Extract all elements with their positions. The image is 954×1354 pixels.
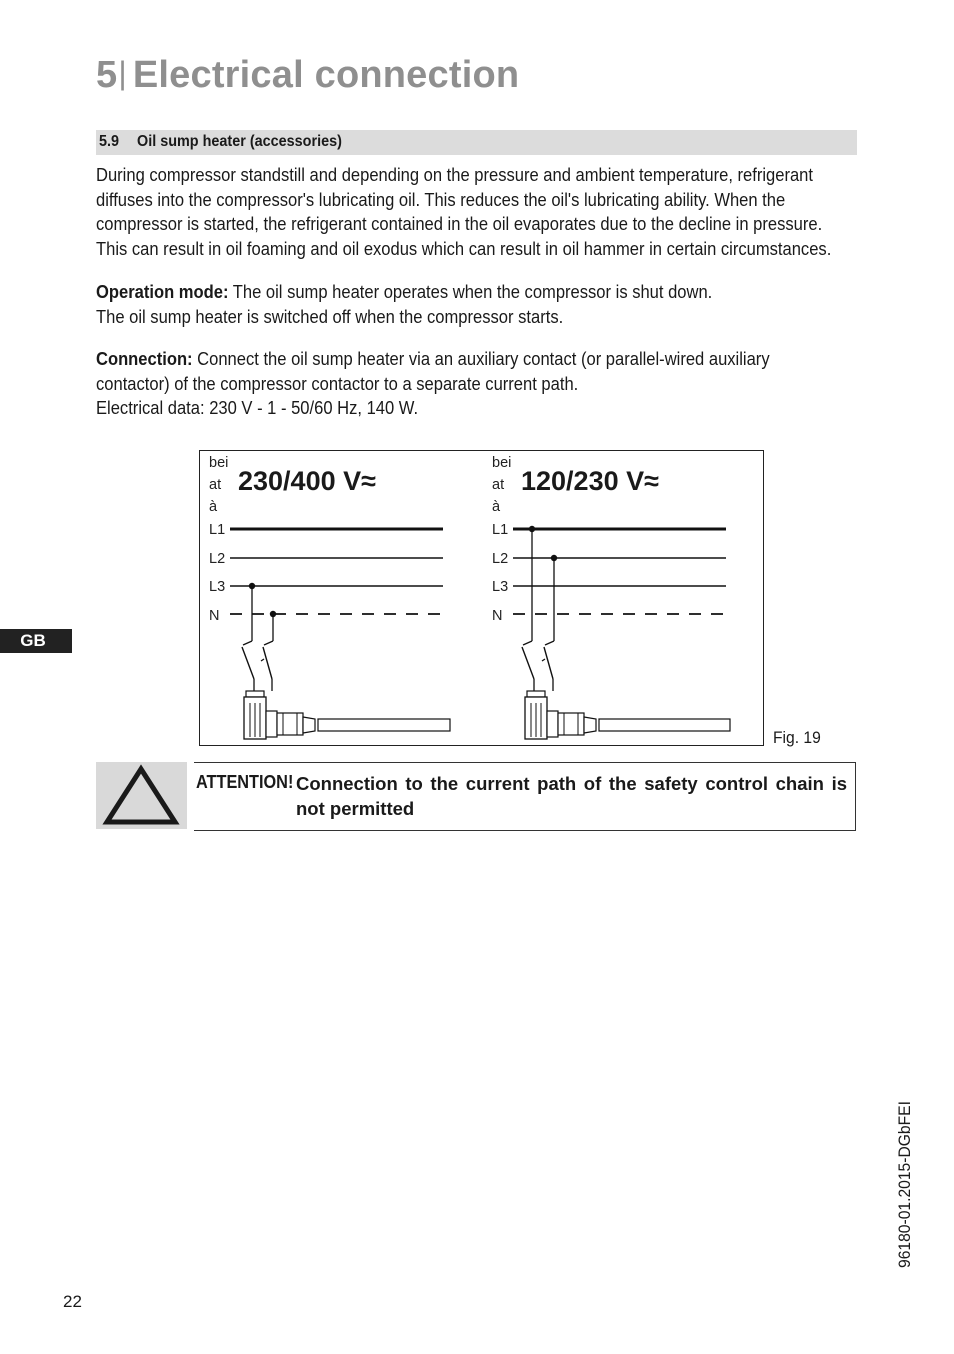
intro-line: diffuses into the compressor's lubricating oil. This reduces the oil's lubricating ability. When the — [96, 188, 786, 210]
wiring-diagram — [199, 450, 764, 746]
left-prefix-1: bei — [209, 455, 229, 471]
right-line-N-label: N — [492, 608, 503, 624]
left-prefix-2: at — [209, 477, 222, 493]
chapter-separator: | — [118, 55, 127, 91]
operation-text-2: The oil sump heater is switched off when the compressor starts. — [96, 305, 564, 327]
warning-triangle-icon — [96, 762, 187, 829]
language-tab-label: GB — [20, 631, 46, 650]
right-prefix-2: at — [492, 477, 505, 493]
chapter-number: 5 — [96, 54, 118, 96]
right-line-L2-label: L2 — [492, 551, 509, 567]
page-number: 22 — [63, 1292, 82, 1311]
left-voltage: 230/400 V≈ — [238, 466, 376, 496]
left-prefix-3: à — [209, 499, 218, 515]
intro-line: This can result in oil foaming and oil exodus which can result in oil hammer in certain circumstances. — [96, 237, 832, 259]
right-prefix-3: à — [492, 499, 501, 515]
left-line-L2-label: L2 — [209, 551, 226, 567]
right-line-L3-label: L3 — [492, 579, 509, 595]
section-heading — [96, 130, 857, 155]
right-prefix-1: bei — [492, 455, 512, 471]
warning-icon-box — [96, 762, 187, 829]
intro-paragraph — [96, 163, 857, 261]
left-line-L1-label: L1 — [209, 522, 226, 538]
connection-text: Connect the oil sump heater via an auxiliary contact (or parallel-wired auxiliary — [192, 348, 770, 369]
connection-label: Connection: — [96, 348, 193, 369]
connection-paragraph — [96, 347, 857, 421]
operation-paragraph — [96, 280, 857, 329]
chapter-title — [96, 54, 519, 97]
section-title: Oil sump heater (accessories) — [137, 133, 342, 150]
intro-line: compressor is started, the refrigerant contained in the oil evaporates due to the decline in pressure. — [96, 213, 823, 234]
attention-text: Connection to the current path of the safety control chain is not permitted — [296, 773, 847, 819]
connection-text-2: contactor) of the compressor contactor to a separate current path. — [96, 372, 579, 394]
section-number: 5.9 — [99, 133, 120, 150]
diagram-left-panel — [209, 455, 450, 739]
right-heater-connector — [525, 691, 730, 739]
document-code: 96180-01.2015-DGbFEI — [895, 1101, 914, 1268]
left-line-L3-label: L3 — [209, 579, 226, 595]
left-contact-1 — [242, 647, 254, 679]
chapter-name: Electrical connection — [132, 54, 520, 96]
attention-label: ATTENTION! — [196, 771, 294, 792]
left-contact-2 — [263, 647, 272, 679]
electrical-data: Electrical data: 230 V - 1 - 50/60 Hz, 140 W. — [96, 397, 419, 418]
right-contact-1 — [522, 647, 534, 679]
language-tab — [0, 629, 72, 653]
operation-text: The oil sump heater operates when the compressor is shut down. — [228, 281, 713, 302]
figure-caption: Fig. 19 — [773, 728, 821, 747]
left-line-N-label: N — [209, 608, 220, 624]
diagram-right-panel — [492, 455, 730, 739]
intro-line: During compressor standstill and depending on the pressure and ambient temperature, refrigerant — [96, 164, 813, 185]
left-heater-cable — [318, 719, 450, 731]
right-contact-2 — [544, 647, 553, 679]
right-voltage: 120/230 V≈ — [521, 466, 659, 496]
right-heater-cable — [599, 719, 730, 731]
left-heater-connector — [244, 691, 450, 739]
operation-label: Operation mode: — [96, 281, 229, 302]
right-line-L1-label: L1 — [492, 522, 509, 538]
